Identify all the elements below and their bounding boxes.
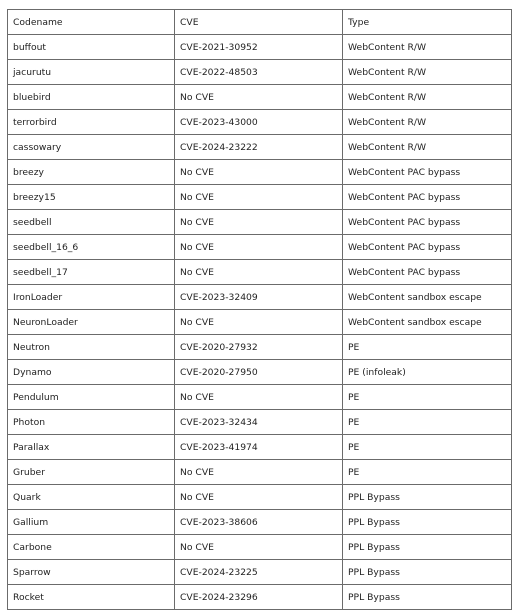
cell-type: PPL Bypass <box>343 560 512 585</box>
cell-codename: buffout <box>8 35 175 60</box>
cell-type: WebContent PAC bypass <box>343 185 512 210</box>
cell-cve: No CVE <box>175 260 343 285</box>
column-header-cve: CVE <box>175 10 343 35</box>
cell-codename: seedbell <box>8 210 175 235</box>
table-row <box>8 35 512 60</box>
cell-codename: breezy15 <box>8 185 175 210</box>
table-row <box>8 410 512 435</box>
cell-codename: breezy <box>8 160 175 185</box>
cell-type: WebContent PAC bypass <box>343 260 512 285</box>
table-row <box>8 335 512 360</box>
table-container <box>7 9 512 610</box>
cell-codename: IronLoader <box>8 285 175 310</box>
table-row <box>8 235 512 260</box>
cell-cve: CVE-2023-41974 <box>175 435 343 460</box>
cell-type: WebContent R/W <box>343 110 512 135</box>
table-row <box>8 560 512 585</box>
cell-type: WebContent R/W <box>343 60 512 85</box>
table-row <box>8 135 512 160</box>
table-row <box>8 310 512 335</box>
cell-type: PPL Bypass <box>343 510 512 535</box>
cell-codename: seedbell_17 <box>8 260 175 285</box>
cell-cve: No CVE <box>175 235 343 260</box>
table-row <box>8 385 512 410</box>
cell-codename: seedbell_16_6 <box>8 235 175 260</box>
cell-cve: No CVE <box>175 85 343 110</box>
cell-cve: CVE-2020-27950 <box>175 360 343 385</box>
cell-type: WebContent PAC bypass <box>343 160 512 185</box>
cell-cve: No CVE <box>175 385 343 410</box>
cell-cve: CVE-2021-30952 <box>175 35 343 60</box>
cell-type: PE (infoleak) <box>343 360 512 385</box>
cell-codename: Sparrow <box>8 560 175 585</box>
cell-codename: Gallium <box>8 510 175 535</box>
cell-cve: No CVE <box>175 310 343 335</box>
cell-type: PE <box>343 385 512 410</box>
cell-cve: No CVE <box>175 210 343 235</box>
cell-type: PE <box>343 410 512 435</box>
table-header-row <box>8 10 512 35</box>
cell-cve: CVE-2024-23225 <box>175 560 343 585</box>
cell-type: PPL Bypass <box>343 485 512 510</box>
cell-cve: No CVE <box>175 485 343 510</box>
cell-cve: CVE-2024-23296 <box>175 585 343 610</box>
cell-codename: Gruber <box>8 460 175 485</box>
cell-codename: Parallax <box>8 435 175 460</box>
cell-cve: CVE-2024-23222 <box>175 135 343 160</box>
column-header-codename: Codename <box>8 10 175 35</box>
cell-cve: CVE-2022-48503 <box>175 60 343 85</box>
table-row <box>8 585 512 610</box>
cell-cve: CVE-2023-43000 <box>175 110 343 135</box>
cell-codename: Dynamo <box>8 360 175 385</box>
cell-type: WebContent sandbox escape <box>343 285 512 310</box>
cell-cve: CVE-2023-32434 <box>175 410 343 435</box>
cell-type: PPL Bypass <box>343 535 512 560</box>
cell-codename: terrorbird <box>8 110 175 135</box>
exploit-table <box>7 9 512 610</box>
cell-codename: cassowary <box>8 135 175 160</box>
cell-codename: Quark <box>8 485 175 510</box>
table-row <box>8 260 512 285</box>
table-row <box>8 535 512 560</box>
cell-type: PE <box>343 335 512 360</box>
cell-codename: bluebird <box>8 85 175 110</box>
cell-cve: No CVE <box>175 160 343 185</box>
column-header-type: Type <box>343 10 512 35</box>
cell-cve: No CVE <box>175 185 343 210</box>
cell-type: WebContent R/W <box>343 135 512 160</box>
table-row <box>8 210 512 235</box>
table-row <box>8 110 512 135</box>
table-row <box>8 185 512 210</box>
cell-type: WebContent PAC bypass <box>343 235 512 260</box>
table-row <box>8 160 512 185</box>
cell-type: WebContent R/W <box>343 85 512 110</box>
cell-codename: jacurutu <box>8 60 175 85</box>
cell-type: WebContent sandbox escape <box>343 310 512 335</box>
table-row <box>8 60 512 85</box>
cell-cve: No CVE <box>175 535 343 560</box>
cell-cve: No CVE <box>175 460 343 485</box>
cell-codename: Carbone <box>8 535 175 560</box>
table-row <box>8 360 512 385</box>
table-row <box>8 435 512 460</box>
cell-cve: CVE-2023-32409 <box>175 285 343 310</box>
cell-codename: Rocket <box>8 585 175 610</box>
cell-codename: Photon <box>8 410 175 435</box>
cell-type: PE <box>343 435 512 460</box>
table-row <box>8 85 512 110</box>
table-body <box>8 35 512 610</box>
cell-type: PPL Bypass <box>343 585 512 610</box>
cell-codename: NeuronLoader <box>8 310 175 335</box>
cell-type: PE <box>343 460 512 485</box>
cell-type: WebContent PAC bypass <box>343 210 512 235</box>
table-row <box>8 460 512 485</box>
cell-cve: CVE-2023-38606 <box>175 510 343 535</box>
cell-codename: Neutron <box>8 335 175 360</box>
table-row <box>8 510 512 535</box>
cell-codename: Pendulum <box>8 385 175 410</box>
cell-cve: CVE-2020-27932 <box>175 335 343 360</box>
table-row <box>8 485 512 510</box>
cell-type: WebContent R/W <box>343 35 512 60</box>
table-row <box>8 285 512 310</box>
